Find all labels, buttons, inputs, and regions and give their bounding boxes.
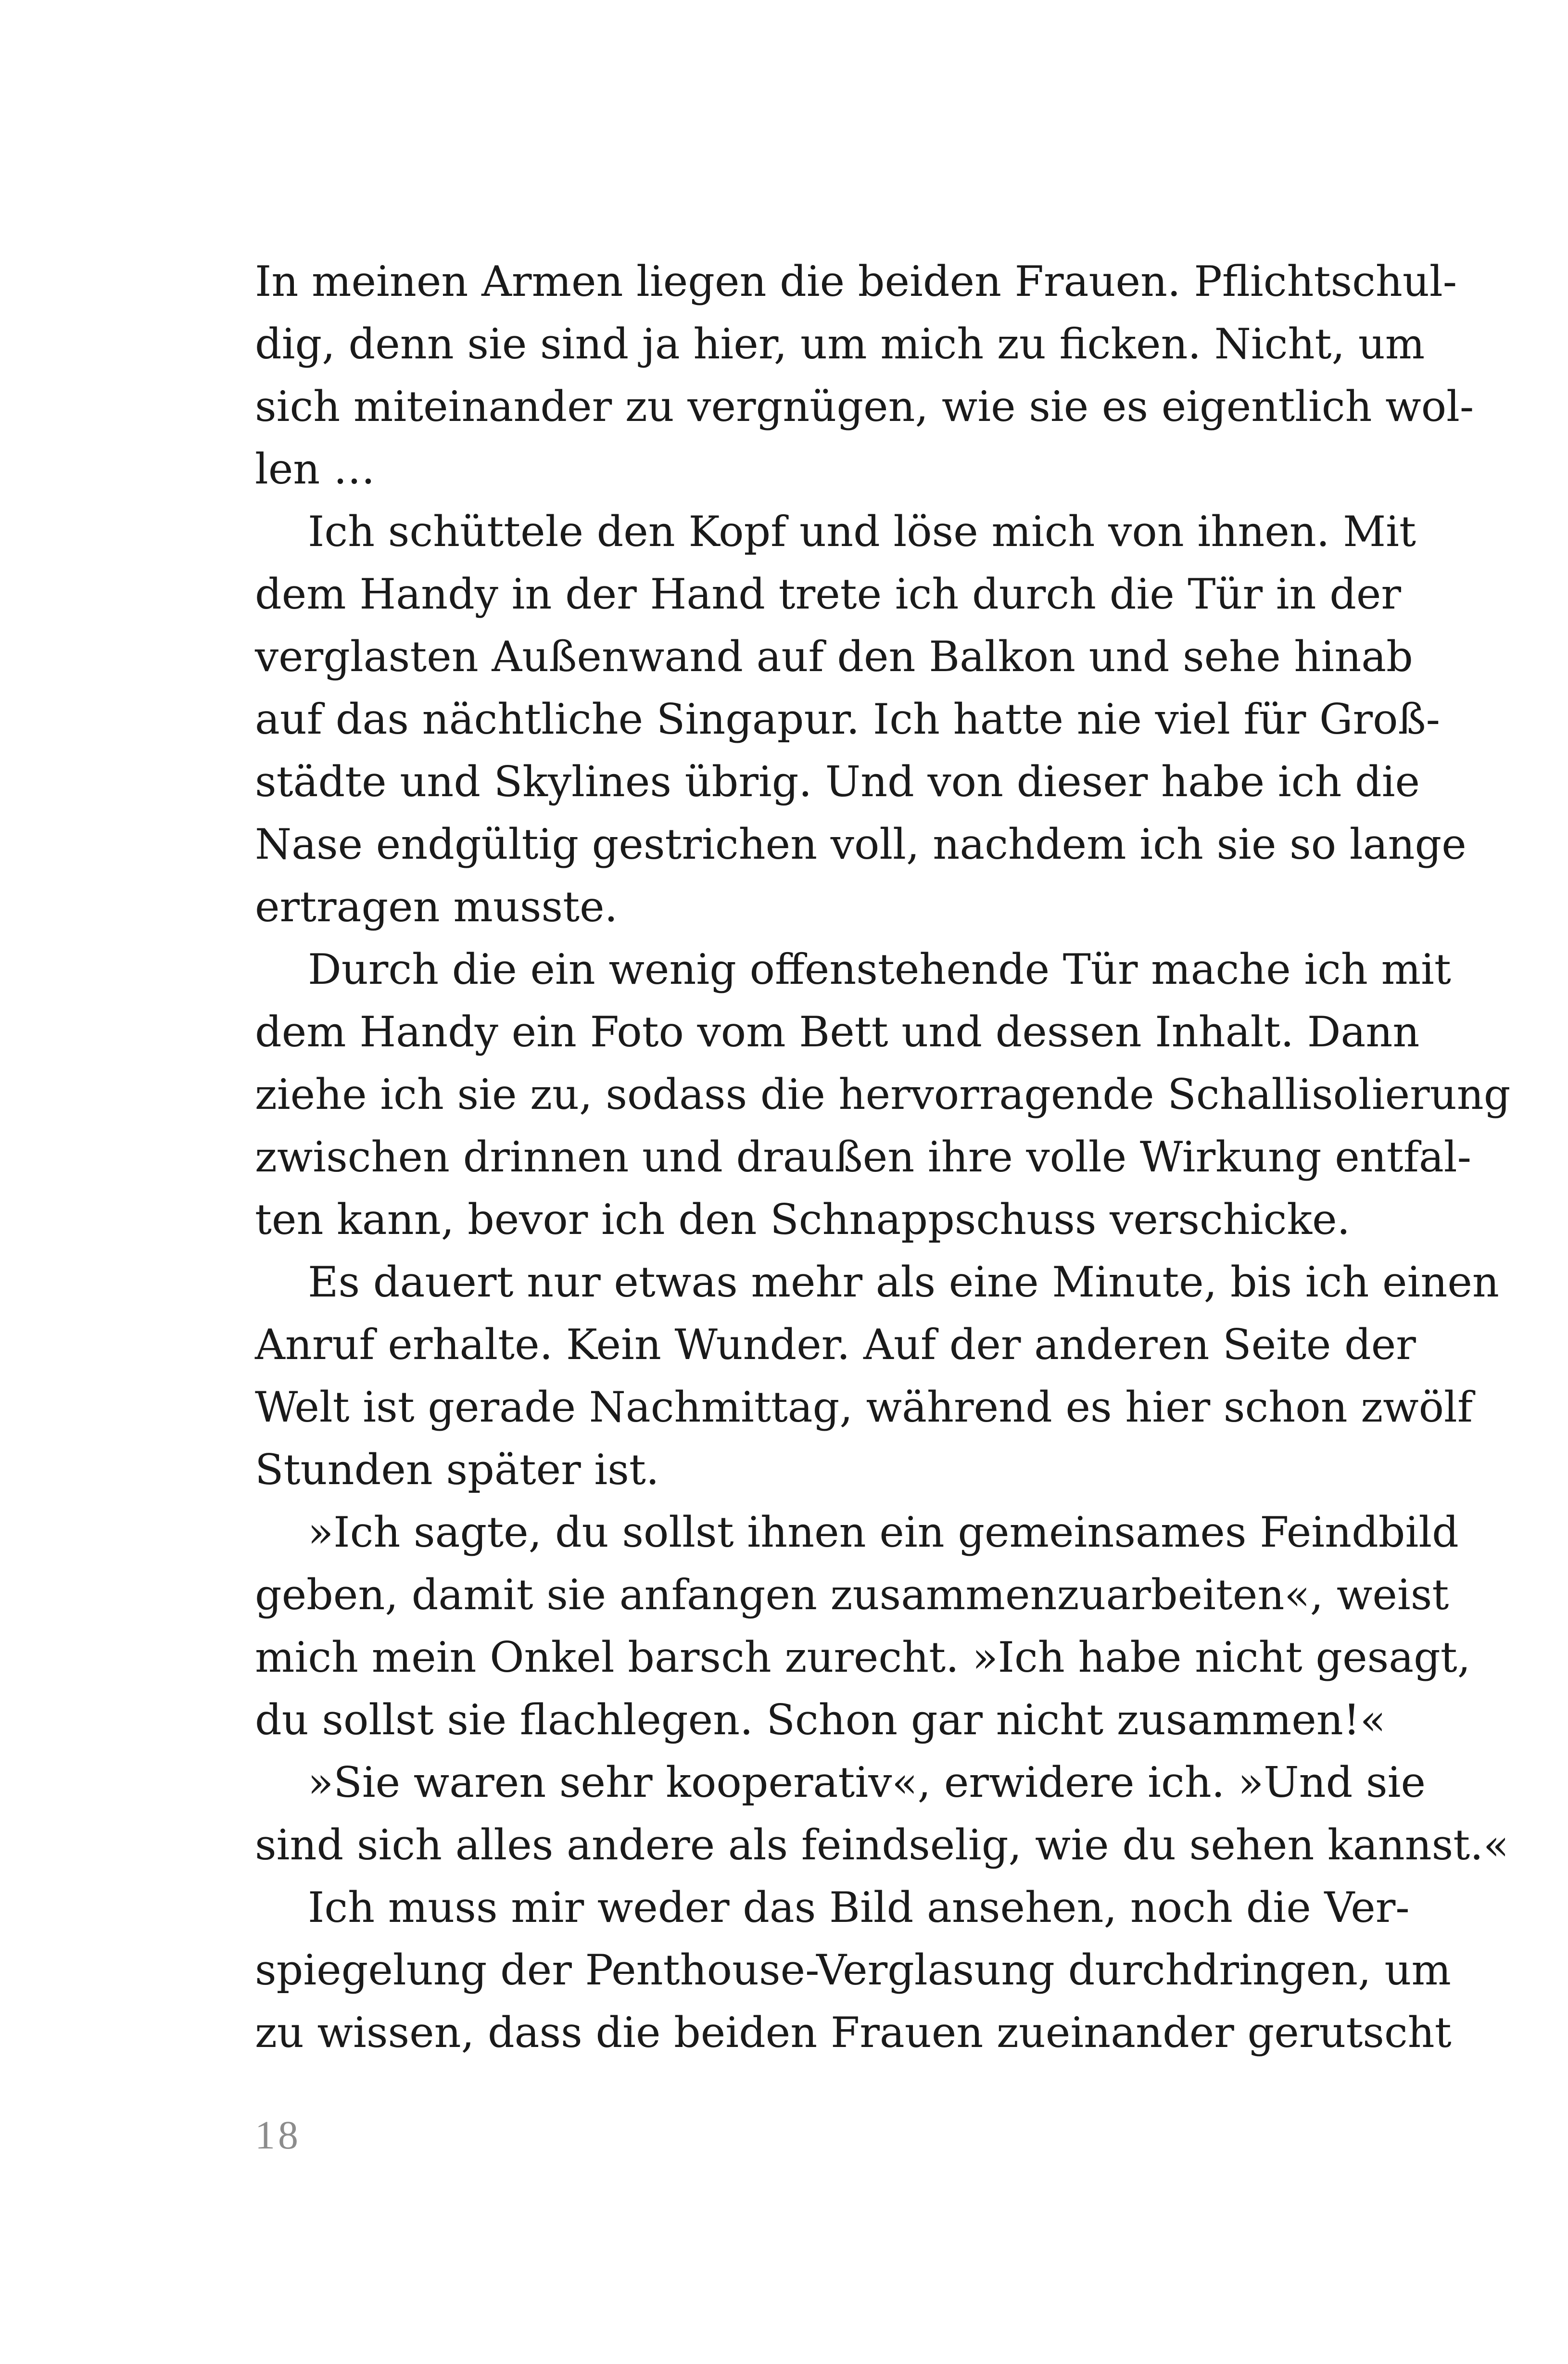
- text-line: spiegelung der Penthouse-Verglasung durchdringen, um: [255, 1945, 1451, 1995]
- page-number: 18: [255, 2113, 301, 2158]
- text-line: sind sich alles andere als feindselig, wie du sehen kannst.«: [255, 1820, 1509, 1869]
- text-line: zwischen drinnen und draußen ihre volle Wirkung entfal-: [255, 1132, 1472, 1182]
- text-line: du sollst sie flachlegen. Schon gar nicht zusammen!«: [255, 1695, 1386, 1744]
- text-line: dig, denn sie sind ja hier, um mich zu ficken. Nicht, um: [255, 319, 1425, 369]
- text-line: dem Handy ein Foto vom Bett und dessen Inhalt. Dann: [255, 1007, 1420, 1056]
- text-line: städte und Skylines übrig. Und von dieser habe ich die: [255, 757, 1420, 806]
- text-line: Nase endgültig gestrichen voll, nachdem ich sie so lange: [255, 820, 1467, 869]
- text-line: Ich muss mir weder das Bild ansehen, noch die Ver-: [308, 1883, 1410, 1932]
- text-line: mich mein Onkel barsch zurecht. »Ich habe nicht gesagt,: [255, 1633, 1471, 1682]
- text-line: len …: [255, 445, 375, 494]
- text-line: Ich schüttele den Kopf und löse mich von ihnen. Mit: [308, 507, 1416, 556]
- text-line: »Sie waren sehr kooperativ«, erwidere ich. »Und sie: [308, 1758, 1426, 1807]
- text-line: In meinen Armen liegen die beiden Frauen. Pflichtschul-: [255, 257, 1457, 306]
- text-line: sich miteinander zu vergnügen, wie sie es eigentlich wol-: [255, 382, 1474, 431]
- text-line: geben, damit sie anfangen zusammenzuarbeiten«, weist: [255, 1570, 1449, 1619]
- text-line: auf das nächtliche Singapur. Ich hatte nie viel für Groß-: [255, 695, 1440, 744]
- text-line: Welt ist gerade Nachmittag, während es hier schon zwölf: [255, 1383, 1473, 1432]
- text-line: ziehe ich sie zu, sodass die hervorragende Schallisolierung: [255, 1070, 1511, 1119]
- text-line: Anruf erhalte. Kein Wunder. Auf der anderen Seite der: [255, 1320, 1416, 1369]
- text-line: »Ich sagte, du sollst ihnen ein gemeinsames Feindbild: [308, 1508, 1459, 1557]
- text-line: dem Handy in der Hand trete ich durch die Tür in der: [255, 570, 1401, 619]
- text-line: Es dauert nur etwas mehr als eine Minute, bis ich einen: [308, 1258, 1499, 1307]
- text-line: zu wissen, dass die beiden Frauen zueinander gerutscht: [255, 2008, 1452, 2057]
- text-line: Durch die ein wenig offenstehende Tür mache ich mit: [308, 945, 1451, 994]
- text-line: verglasten Außenwand auf den Balkon und sehe hinab: [255, 632, 1413, 681]
- text-line: Stunden später ist.: [255, 1445, 659, 1494]
- text-line: ertragen musste.: [255, 882, 618, 931]
- body-text: [255, 250, 1511, 2064]
- text-line: ten kann, bevor ich den Schnappschuss verschicke.: [255, 1195, 1351, 1244]
